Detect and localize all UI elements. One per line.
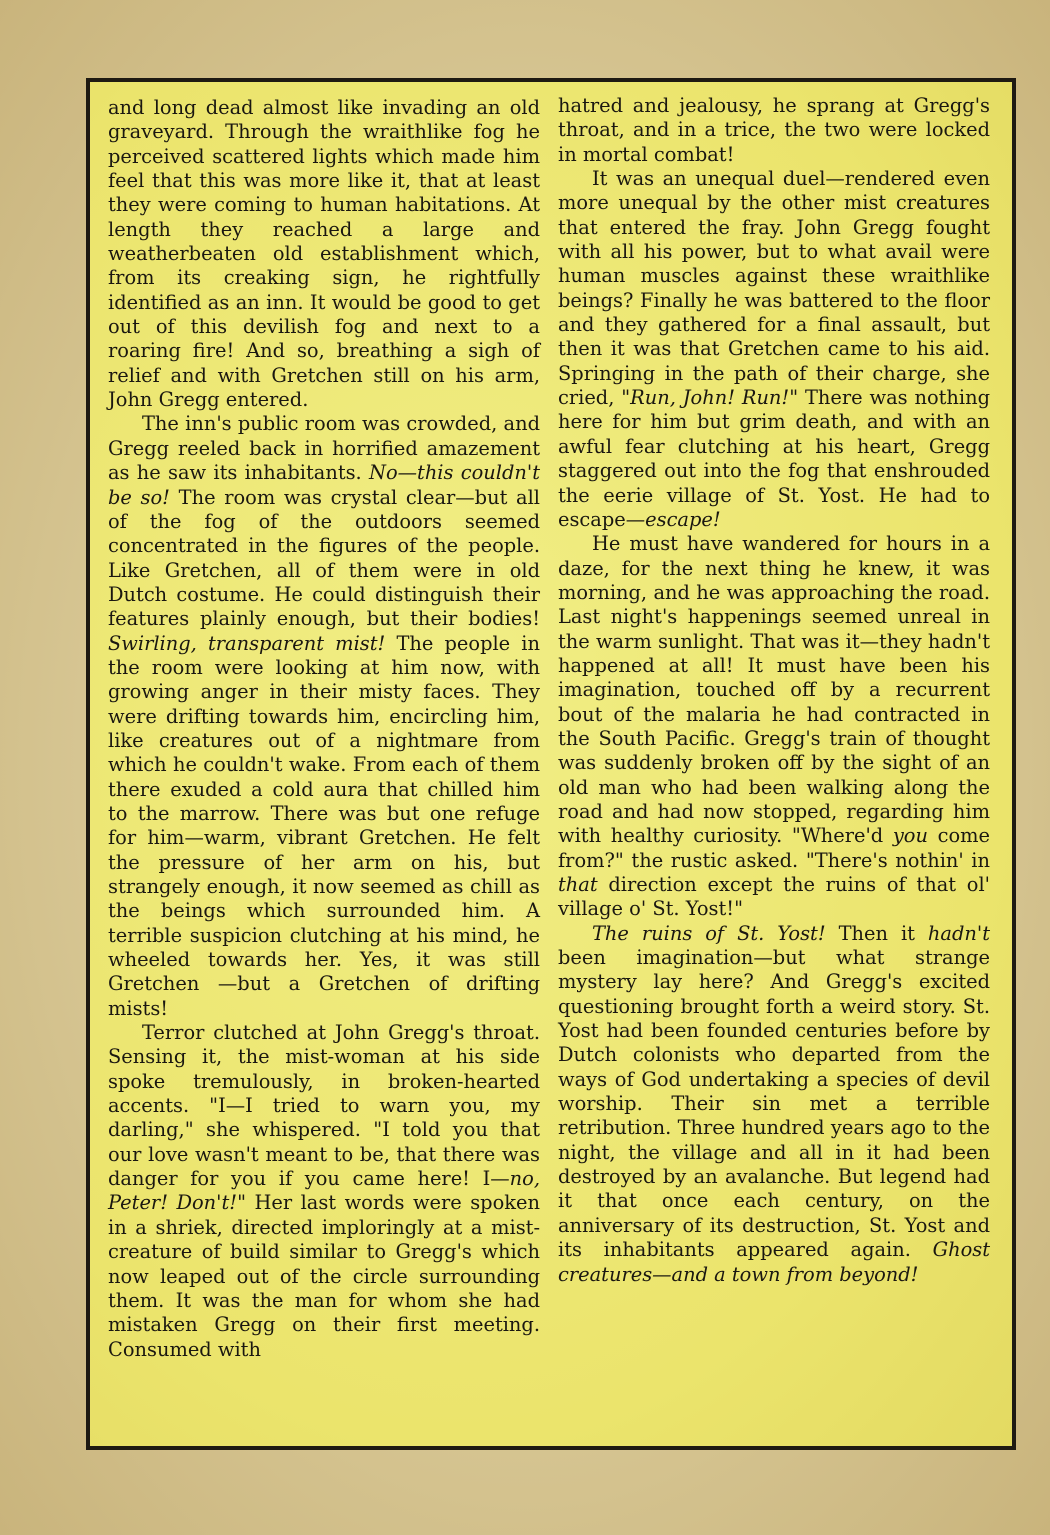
story-paragraph bbox=[558, 94, 990, 167]
story-paragraph bbox=[108, 96, 540, 412]
italic-text: no, Peter! Don't! bbox=[108, 1167, 540, 1215]
text-run: come from?" the rustic asked. "There's nothin' in bbox=[558, 824, 990, 872]
italic-text: No—this couldn't be so! bbox=[108, 461, 540, 509]
text-panel bbox=[86, 78, 1016, 1450]
italic-text: The ruins of St. Yost! bbox=[592, 921, 826, 945]
italic-text: escape! bbox=[645, 507, 721, 531]
italic-text: Run, John! Run! bbox=[630, 386, 790, 410]
story-paragraph bbox=[558, 922, 990, 1287]
italic-text: Ghost creatures—and a town from beyond! bbox=[558, 1238, 990, 1286]
text-run: and long dead almost like invading an old graveyard. Through the wraithlike fog he perceived scattered lights which made him feel that this was more like it, that at least they were coming to human habitations. At length they reached a large and weatherbeaten old establishment which, from its creaking sign, he rightfully identified as an inn. It would be good to get out of this devilish fog and next to a roaring fire! And so, breathing a sigh of relief and with Gretchen still on his arm, John Gregg entered. bbox=[108, 96, 540, 412]
text-run: Terror clutched at John Gregg's throat. Sensing it, the mist-woman at his side spoke tremulously, in broken-hearted accents. "I—I tried to warn you, my darling," she whispered. "I told you that our love wasn't meant to be, that there was danger for you if you came here! I— bbox=[108, 1021, 540, 1191]
text-run: hatred and jealousy, he sprang at Gregg's throat, and in a trice, the two were locked in mortal combat! bbox=[558, 94, 990, 166]
italic-text: hadn't bbox=[927, 921, 990, 945]
text-run: direction except the ruins of that ol' village o' St. Yost!" bbox=[558, 873, 990, 921]
italic-text: you bbox=[892, 824, 928, 848]
left-column bbox=[108, 96, 540, 1362]
text-run: The room was crystal clear—but all of the fog of the outdoors seemed concentrated in the figures of the people. Like Gretchen, all of them were in old Dutch costume. He could distinguish their features plainly enough, but their bodies! bbox=[108, 485, 540, 631]
text-run: The people in the room were looking at him now, with growing anger in their misty faces. They were drifting towards him, encircling him, like creatures out of a nightmare from which he couldn't wake. From each of them there exuded a cold aura that chilled him to the marrow. There was but one refuge for him—warm, vibrant Gretchen. He felt the pressure of her arm on his, but strangely enough, it now seemed as chill as the beings which surrounded him. A terrible suspicion clutching at his mind, he wheeled towards her. Yes, it was still Gretchen —but a Gretchen of drifting mists! bbox=[108, 631, 540, 1020]
story-paragraph bbox=[558, 167, 990, 532]
text-run: The inn's public room was crowded, and Gregg reeled back in horrified amazement as he saw its inhabitants. bbox=[108, 412, 540, 485]
right-column bbox=[558, 94, 990, 1287]
text-run: Then it bbox=[825, 921, 928, 945]
story-paragraph bbox=[558, 532, 990, 922]
text-run: " Her last words were spoken in a shriek, directed imploringly at a mist-creature of build similar to Gregg's which now leaped out of the circle surrounding them. It was the man for whom she had mistaken Gregg on their first meeting. Consumed with bbox=[108, 1191, 540, 1361]
text-run: " There was nothing here for him but grim death, and with an awful fear clutching at his heart, Gregg staggered out into the fog that enshrouded the eerie village of St. Yost. He had to escape— bbox=[558, 386, 991, 531]
story-paragraph bbox=[108, 1021, 540, 1362]
text-run: He must have wandered for hours in a daze, for the next thing he knew, it was morning, and he was approaching the road. Last night's happenings seemed unreal in the warm sunlight. That was it—they hadn't happened at all! It must have been his imagination, touched off by a recurrent bout of the malaria he had contracted in the South Pacific. Gregg's train of thought was suddenly broken off by the sight of an old man who had been walking along the road and had now stopped, regarding him with healthy curiosity. "Where'd bbox=[558, 532, 990, 848]
italic-text: that bbox=[558, 873, 598, 896]
story-paragraph bbox=[108, 412, 540, 1021]
text-run: It was an unequal duel—rendered even more unequal by the other mist creatures that entered the fray. John Gregg fought with all his power, but to what avail were human muscles against these wraithlike beings? Finally he was battered to the floor and they gathered for a final assault, but then it was that Gretchen came to his aid. Springing in the path of their charge, she cried, " bbox=[558, 167, 990, 410]
italic-text: Swirling, transparent mist! bbox=[108, 631, 386, 655]
text-run: been imagination—but what strange mystery lay here? And Gregg's excited questioning brought forth a weird story. St. Yost had been founded centuries before by Dutch colonists who departed from the ways of God undertaking a species of devil worship. Their sin met a terrible retribution. Three hundred years ago to the night, the village and all in it had been destroyed by an avalanche. But legend had it that once each century, on the anniversary of its destruction, St. Yost and its inhabitants appeared again. bbox=[558, 946, 990, 1262]
